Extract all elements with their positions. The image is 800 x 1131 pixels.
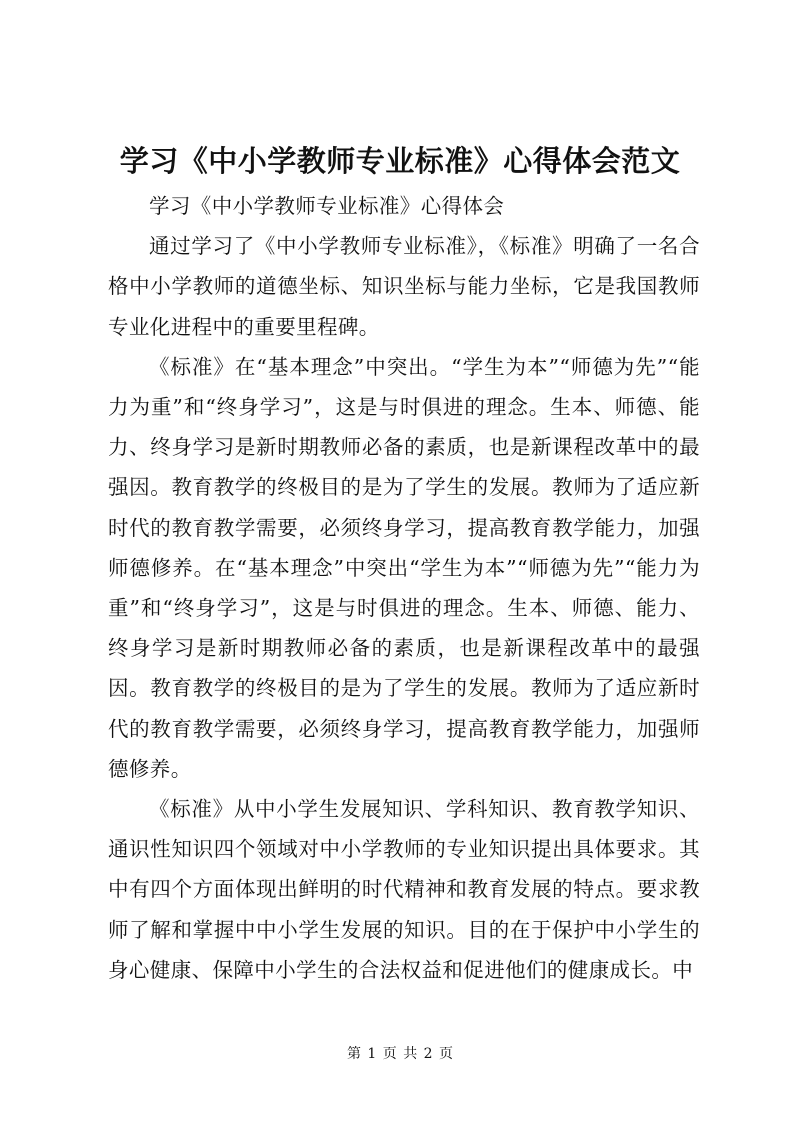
- document-body: [108, 186, 700, 990]
- body-paragraph: 《标准》在“基本理念”中突出。“学生为本”“师德为先”“能力为重”和“终身学习”，这是与时俱进的理念。生本、师德、能力、终身学习是新时期教师必备的素质，也是新课程改革中的最强因。教育教学的终极目的是为了学生的发展。教师为了适应新时代的教育教学需要，必须终身学习，提高教育教学能力，加强师德修养。在“基本理念”中突出“学生为本”“师德为先”“能力为重”和“终身学习”，这是与时俱进的理念。生本、师德、能力、终身学习是新时期教师必备的素质，也是新课程改革中的最强因。教育教学的终极目的是为了学生的发展。教师为了适应新时代的教育教学需要，必须终身学习，提高教育教学能力，加强师德修养。: [108, 354, 700, 781]
- subtitle-paragraph: 学习《中小学教师专业标准》心得体会: [149, 194, 505, 218]
- body-paragraph: 通过学习了《中小学教师专业标准》，《标准》明确了一名合格中小学教师的道德坐标、知识坐标与能力坐标，它是我国教师专业化进程中的重要里程碑。: [108, 234, 700, 339]
- page-footer: 第 1 页 共 2 页: [346, 1046, 454, 1062]
- body-paragraph: 《标准》从中小学生发展知识、学科知识、教育教学知识、通识性知识四个领域对中小学教师的专业知识提出具体要求。其中有四个方面体现出鲜明的时代精神和教育发展的特点。要求教师了解和掌握中中小学生发展的知识。目的在于保护中小学生的身心健康、保障中小学生的合法权益和促进他们的健康成长。中: [108, 797, 700, 982]
- document-title: 学习《中小学教师专业标准》心得体会范文: [119, 144, 681, 178]
